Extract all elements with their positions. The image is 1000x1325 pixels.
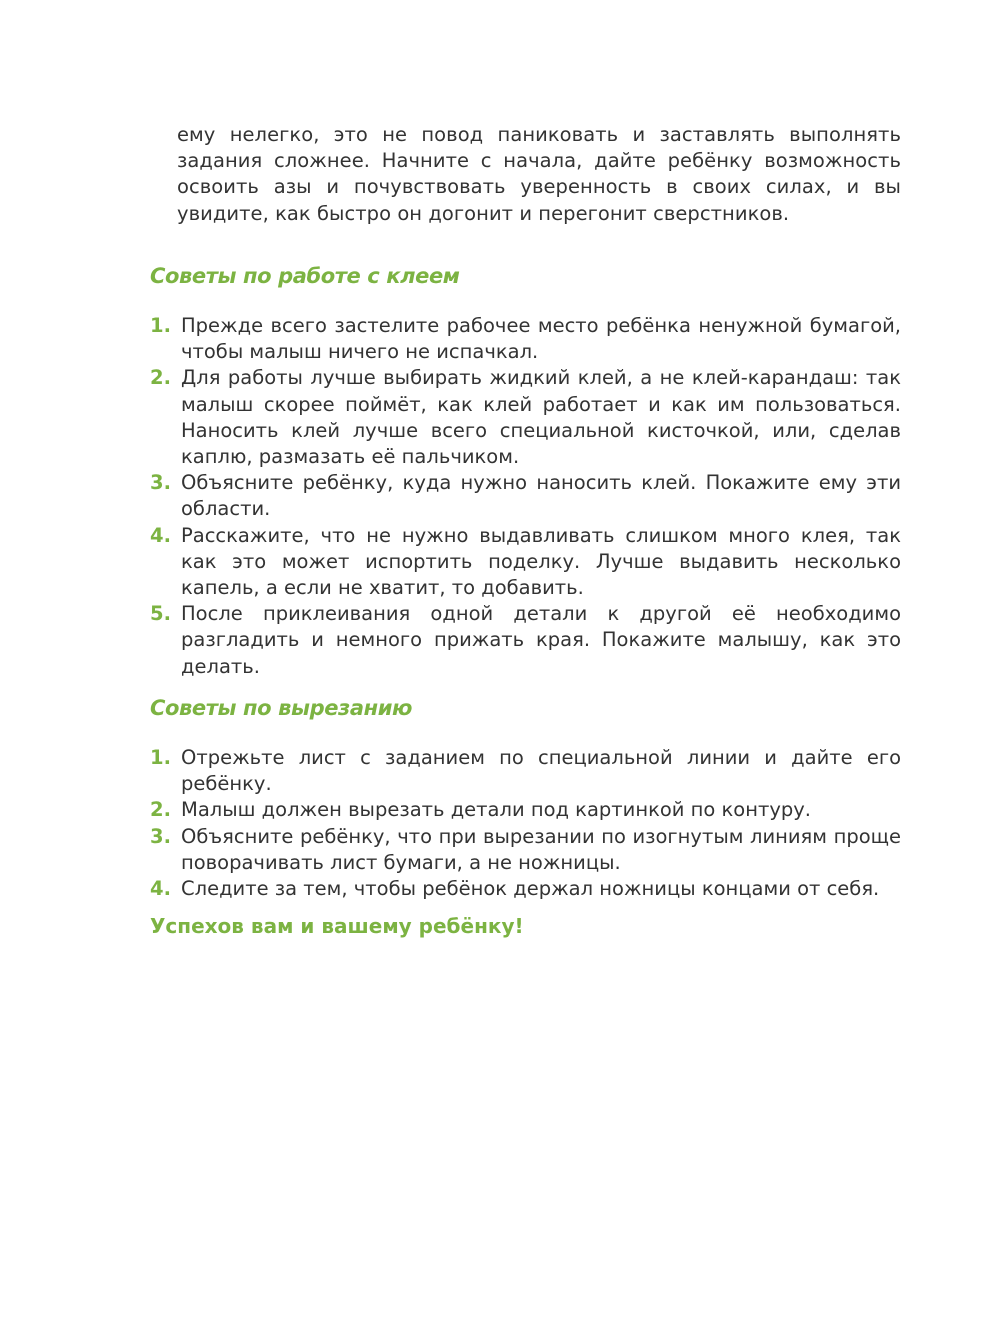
glue-tips-list	[150, 313, 901, 680]
glue-tips-heading: Советы по работе с клеем	[150, 264, 460, 288]
list-item-number: 1.	[150, 746, 171, 769]
list-item	[150, 824, 901, 876]
list-item-number: 4.	[150, 523, 171, 547]
list-item-number: 4.	[150, 877, 171, 901]
intro-paragraph: ему нелегко, это не повод паниковать и заставлять выполнять задания сложнее. Начните с начала, дайте ребёнку возможность освоить азы и почувствовать уверенность в своих силах, и вы увидите, как быстро он догонит и перегонит сверстников.	[177, 123, 901, 225]
list-item-number: 2.	[150, 798, 171, 822]
list-item-text: После приклеивания одной детали к другой её необходимо разгладить и немного прижать края. Покажите малышу, как это делать.	[181, 602, 901, 678]
list-item	[150, 797, 901, 823]
list-item-text: Прежде всего застелите рабочее место ребёнка ненужной бумагой, чтобы малыш ничего не испачкал.	[181, 314, 901, 364]
list-item	[150, 745, 901, 797]
list-item-text: Объясните ребёнку, куда нужно наносить клей. Покажите ему эти области.	[181, 471, 901, 521]
list-item-text: Расскажите, что не нужно выдавливать слишком много клея, так как это может испортить поделку. Лучше выдавить несколько капель, а если не хватит, то добавить.	[181, 523, 901, 600]
cutting-tips-heading: Советы по вырезанию	[150, 696, 413, 720]
list-item	[150, 876, 901, 902]
list-item-text: Для работы лучше выбирать жидкий клей, а не клей-карандаш: так малыш скорее поймёт, как клей работает и как им пользоваться. Наносить клей лучше всего специальной кисточкой, или, сделав каплю, размазать её пальчиком.	[181, 366, 901, 469]
list-item-text: Следите за тем, чтобы ребёнок держал ножницы концами от себя.	[181, 877, 880, 901]
list-item-text: Объясните ребёнку, что при вырезании по изогнутым линиям проще поворачивать лист бумаги, а не ножницы.	[181, 824, 901, 874]
list-item	[150, 601, 901, 680]
list-item-text: Отрежьте лист с заданием по специальной линии и дайте его ребёнку.	[181, 746, 901, 796]
list-item-number: 3.	[150, 471, 171, 495]
list-item-number: 2.	[150, 366, 171, 390]
list-item-number: 1.	[150, 314, 171, 337]
list-item-number: 5.	[150, 602, 171, 626]
list-item	[150, 313, 901, 365]
closing-wish: Успехов вам и вашему ребёнку!	[150, 914, 524, 938]
list-item-text: Малыш должен вырезать детали под картинкой по контуру.	[181, 798, 811, 822]
list-item	[150, 470, 901, 522]
list-item	[150, 365, 901, 470]
list-item	[150, 523, 901, 602]
list-item-number: 3.	[150, 824, 171, 848]
cutting-tips-list	[150, 745, 901, 902]
